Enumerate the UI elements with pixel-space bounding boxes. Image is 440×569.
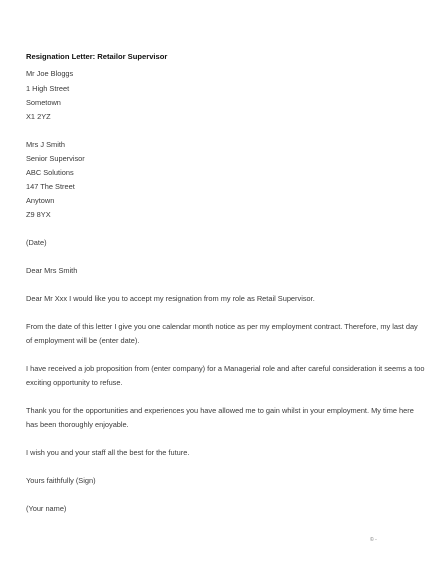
sender-postcode: X1 2YZ xyxy=(26,112,51,121)
paragraph-line: has been thoroughly enjoyable. xyxy=(26,420,129,429)
paragraph-line: I wish you and your staff all the best for the future. xyxy=(26,448,190,457)
paragraph-line: Dear Mr Xxx I would like you to accept my resignation from my role as Retail Supervisor. xyxy=(26,294,315,303)
sender-town: Sometown xyxy=(26,98,61,107)
paragraph-line: exciting opportunity to refuse. xyxy=(26,378,123,387)
recipient-town: Anytown xyxy=(26,196,55,205)
salutation: Dear Mrs Smith xyxy=(26,266,78,275)
recipient-company: ABC Solutions xyxy=(26,168,74,177)
paragraph-line: Thank you for the opportunities and experiences you have allowed me to gain whilst in your employment. My time here xyxy=(26,406,414,415)
letter-date: (Date) xyxy=(26,238,47,247)
recipient-postcode: Z9 8YX xyxy=(26,210,51,219)
paragraph-line: of employment will be (enter date). xyxy=(26,336,140,345)
sender-street: 1 High Street xyxy=(26,84,70,93)
sender-name: Mr Joe Bloggs xyxy=(26,69,74,78)
page-footer: © - xyxy=(370,537,377,543)
paragraph-line: From the date of this letter I give you one calendar month notice as per my employment contract. Therefore, my last day xyxy=(26,322,418,331)
recipient-street: 147 The Street xyxy=(26,182,75,191)
recipient-title: Senior Supervisor xyxy=(26,154,85,163)
paragraph-line: I have received a job proposition from (enter company) for a Managerial role and after careful consideration it seems a too xyxy=(26,364,425,373)
closing: Yours faithfully (Sign) xyxy=(26,476,96,485)
recipient-name: Mrs J Smith xyxy=(26,140,66,149)
document-title: Resignation Letter: Retailor Supervisor xyxy=(26,52,168,61)
signature-name: (Your name) xyxy=(26,504,67,513)
